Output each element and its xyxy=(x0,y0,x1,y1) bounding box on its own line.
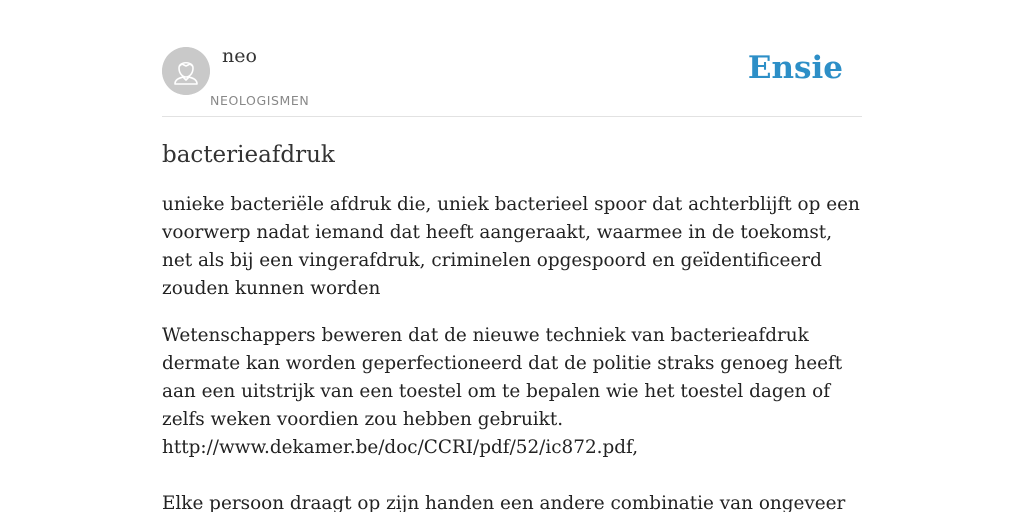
example-continued-text: Elke persoon draagt op zijn handen een andere combinatie van ongeveer xyxy=(162,493,846,512)
ensie-logo[interactable]: Ensie xyxy=(747,50,843,86)
example-spacer xyxy=(162,462,866,490)
category-label[interactable]: NEOLOGISMEN xyxy=(210,93,310,108)
author-link[interactable]: neo xyxy=(222,45,257,67)
example-source-link[interactable]: http://www.dekamer.be/doc/CCRI/pdf/52/ic872.pdf, xyxy=(162,437,639,458)
entry-example xyxy=(162,322,866,512)
entry-term: bacterieafdruk xyxy=(162,142,335,168)
user-avatar-icon[interactable] xyxy=(162,47,210,95)
example-text: Wetenschappers beweren dat de nieuwe techniek van bacterieafdruk dermate kan worden geperfectioneerd dat de politie straks genoeg heeft aan een uitstrijk van een toestel om te bepalen wie het toestel dagen of zelfs weken voordien zou hebben gebruikt. xyxy=(162,325,843,430)
header xyxy=(162,0,862,117)
entry-content xyxy=(162,134,866,512)
entry-definition: unieke bacteriële afdruk die, uniek bacterieel spoor dat achterblijft op een voorwerp nadat iemand dat heeft aangeraakt, waarmee in de toekomst, net als bij een vingerafdruk, criminelen opgespoord en geïdentificeerd zouden kunnen worden xyxy=(162,194,860,299)
